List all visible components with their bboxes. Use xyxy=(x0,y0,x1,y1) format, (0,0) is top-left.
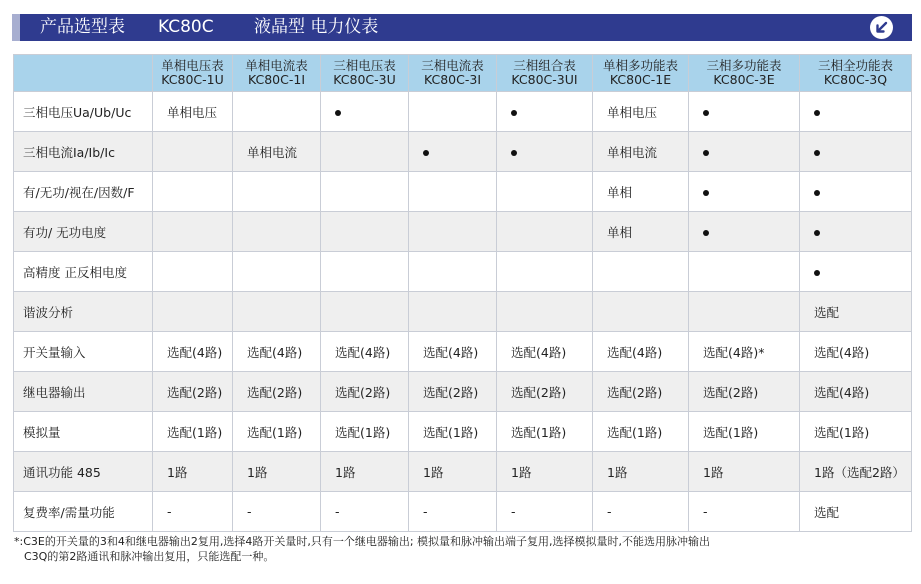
table-cell xyxy=(497,172,593,212)
table-cell: 选配(2路) xyxy=(593,372,689,412)
table-cell: - xyxy=(689,492,800,532)
table-corner-cell xyxy=(14,55,153,92)
table-cell: - xyxy=(233,492,321,532)
bullet-dot-icon xyxy=(814,190,820,196)
table-cell xyxy=(497,252,593,292)
table-cell: 选配 xyxy=(800,292,912,332)
table-cell: 1路 xyxy=(689,452,800,492)
feature-dot-cell xyxy=(800,92,912,132)
column-header xyxy=(233,55,321,92)
arrow-down-left-icon[interactable] xyxy=(870,16,893,39)
table-cell xyxy=(233,172,321,212)
table-cell xyxy=(321,172,409,212)
table-row xyxy=(14,492,912,532)
table-cell: 选配(2路) xyxy=(689,372,800,412)
column-header-name: 单相电流表 xyxy=(245,58,308,73)
bullet-dot-icon xyxy=(703,230,709,236)
table-cell: 选配(4路)* xyxy=(689,332,800,372)
column-header-model: KC80C-1E xyxy=(609,72,672,87)
table-cell xyxy=(233,92,321,132)
table-cell xyxy=(689,252,800,292)
table-cell: 单相电流 xyxy=(593,132,689,172)
table-cell xyxy=(409,252,497,292)
table-cell xyxy=(409,172,497,212)
bullet-dot-icon xyxy=(814,270,820,276)
table-cell: 单相 xyxy=(593,212,689,252)
bullet-dot-icon xyxy=(703,150,709,156)
table-cell xyxy=(321,212,409,252)
table-cell: 选配 xyxy=(800,492,912,532)
bullet-dot-icon xyxy=(703,110,709,116)
column-header-model: KC80C-3UI xyxy=(511,72,578,87)
column-header-name: 单相电压表 xyxy=(161,58,224,73)
table-cell xyxy=(321,292,409,332)
column-header-name: 三相组合表 xyxy=(513,58,576,73)
table-header-row xyxy=(14,55,912,92)
column-header xyxy=(409,55,497,92)
table-row xyxy=(14,412,912,452)
table-cell: 选配(4路) xyxy=(800,372,912,412)
table-cell xyxy=(153,132,233,172)
column-header xyxy=(321,55,409,92)
table-cell xyxy=(321,132,409,172)
row-label: 有/无功/视在/因数/F xyxy=(14,172,153,212)
table-cell: 1路 xyxy=(153,452,233,492)
table-cell xyxy=(153,212,233,252)
table-row xyxy=(14,292,912,332)
row-label: 三相电压Ua/Ub/Uc xyxy=(14,92,153,132)
feature-dot-cell xyxy=(321,92,409,132)
feature-dot-cell xyxy=(689,172,800,212)
column-header-model: KC80C-3I xyxy=(423,72,482,87)
table-cell: 选配(4路) xyxy=(153,332,233,372)
table-cell xyxy=(409,92,497,132)
table-cell xyxy=(153,172,233,212)
table-row xyxy=(14,92,912,132)
table-cell xyxy=(153,292,233,332)
footnote-line: *:C3E的开关量的3和4和继电器输出2复用,选择4路开关量时,只有一个继电器输出; 模拟量和脉冲输出端子复用,选择模拟量时,不能选用脉冲输出 xyxy=(14,535,711,548)
row-label: 通讯功能 485 xyxy=(14,452,153,492)
table-cell xyxy=(233,292,321,332)
table-cell: 选配(2路) xyxy=(409,372,497,412)
feature-dot-cell xyxy=(497,132,593,172)
table-cell: 选配(4路) xyxy=(409,332,497,372)
column-header-name: 三相多功能表 xyxy=(706,58,782,73)
table-row xyxy=(14,172,912,212)
header-accent-stripe xyxy=(12,14,20,41)
table-cell xyxy=(233,252,321,292)
table-row xyxy=(14,212,912,252)
row-label: 模拟量 xyxy=(14,412,153,452)
table-cell: 1路 xyxy=(233,452,321,492)
table-cell: 单相 xyxy=(593,172,689,212)
column-header xyxy=(153,55,233,92)
table-cell: - xyxy=(409,492,497,532)
table-cell xyxy=(593,292,689,332)
table-cell: 1路 xyxy=(321,452,409,492)
table-row xyxy=(14,452,912,492)
table-cell: 1路 xyxy=(497,452,593,492)
table-cell: - xyxy=(497,492,593,532)
column-header-name: 三相电流表 xyxy=(421,58,484,73)
row-label: 有功/ 无功电度 xyxy=(14,212,153,252)
feature-dot-cell xyxy=(800,132,912,172)
table-row xyxy=(14,252,912,292)
table-row xyxy=(14,372,912,412)
table-cell: 选配(4路) xyxy=(233,332,321,372)
table-cell xyxy=(689,292,800,332)
table-cell: 选配(1路) xyxy=(593,412,689,452)
table-cell: 选配(4路) xyxy=(497,332,593,372)
table-cell: 单相电压 xyxy=(593,92,689,132)
row-label: 开关量输入 xyxy=(14,332,153,372)
table-cell: - xyxy=(321,492,409,532)
table-cell: 选配(2路) xyxy=(153,372,233,412)
table-cell xyxy=(409,292,497,332)
table-cell xyxy=(497,292,593,332)
row-label: 谐波分析 xyxy=(14,292,153,332)
table-cell: 选配(2路) xyxy=(497,372,593,412)
column-header xyxy=(689,55,800,92)
table-cell: 选配(4路) xyxy=(321,332,409,372)
table-cell: 选配(1路) xyxy=(233,412,321,452)
table-row xyxy=(14,332,912,372)
table-cell: - xyxy=(153,492,233,532)
column-header-model: KC80C-3Q xyxy=(823,72,888,87)
column-header xyxy=(497,55,593,92)
table-cell xyxy=(321,252,409,292)
column-header-model: KC80C-1I xyxy=(247,72,306,87)
table-row xyxy=(14,132,912,172)
table-cell: 选配(1路) xyxy=(689,412,800,452)
bullet-dot-icon xyxy=(423,150,429,156)
product-subtitle: 液晶型 电力仪表 xyxy=(254,17,379,37)
row-label: 复费率/需量功能 xyxy=(14,492,153,532)
table-cell: 1路 xyxy=(593,452,689,492)
bullet-dot-icon xyxy=(511,110,517,116)
table-cell: 选配(1路) xyxy=(153,412,233,452)
bullet-dot-icon xyxy=(511,150,517,156)
table-cell xyxy=(233,212,321,252)
feature-dot-cell xyxy=(689,92,800,132)
feature-dot-cell xyxy=(689,212,800,252)
column-header-name: 三相全功能表 xyxy=(817,58,893,73)
table-cell: - xyxy=(593,492,689,532)
product-model: KC80C xyxy=(158,17,214,37)
table-cell xyxy=(153,252,233,292)
footnote xyxy=(14,534,914,564)
feature-dot-cell xyxy=(409,132,497,172)
table-cell: 选配(4路) xyxy=(593,332,689,372)
table-cell: 选配(2路) xyxy=(233,372,321,412)
table-cell: 选配(2路) xyxy=(321,372,409,412)
row-label: 三相电流Ia/Ib/Ic xyxy=(14,132,153,172)
bullet-dot-icon xyxy=(335,110,341,116)
selection-table xyxy=(13,54,912,532)
column-header-model: KC80C-1U xyxy=(161,72,224,87)
page-title: 产品选型表 xyxy=(40,17,125,37)
bullet-dot-icon xyxy=(814,110,820,116)
table-cell: 选配(4路) xyxy=(800,332,912,372)
column-header xyxy=(800,55,912,92)
feature-dot-cell xyxy=(800,172,912,212)
table-cell xyxy=(497,212,593,252)
bullet-dot-icon xyxy=(814,150,820,156)
column-header-name: 三相电压表 xyxy=(333,58,396,73)
bullet-dot-icon xyxy=(814,230,820,236)
table-cell: 选配(1路) xyxy=(321,412,409,452)
table-cell: 选配(1路) xyxy=(800,412,912,452)
footnote-line: C3Q的第2路通讯和脉冲输出复用，只能选配一种。 xyxy=(24,550,275,563)
feature-dot-cell xyxy=(800,252,912,292)
header-bar xyxy=(12,14,912,41)
feature-dot-cell xyxy=(497,92,593,132)
table-cell: 1路 xyxy=(409,452,497,492)
table-cell: 单相电流 xyxy=(233,132,321,172)
row-label: 高精度 正反相电度 xyxy=(14,252,153,292)
table-cell xyxy=(593,252,689,292)
row-label: 继电器输出 xyxy=(14,372,153,412)
column-header xyxy=(593,55,689,92)
table-cell: 选配(1路) xyxy=(497,412,593,452)
column-header-model: KC80C-3U xyxy=(333,72,396,87)
feature-dot-cell xyxy=(800,212,912,252)
table-cell: 单相电压 xyxy=(153,92,233,132)
feature-dot-cell xyxy=(689,132,800,172)
bullet-dot-icon xyxy=(703,190,709,196)
table-cell: 1路（选配2路） xyxy=(800,452,912,492)
column-header-name: 单相多功能表 xyxy=(602,58,678,73)
table-cell xyxy=(409,212,497,252)
column-header-model: KC80C-3E xyxy=(713,72,775,87)
table-cell: 选配(1路) xyxy=(409,412,497,452)
